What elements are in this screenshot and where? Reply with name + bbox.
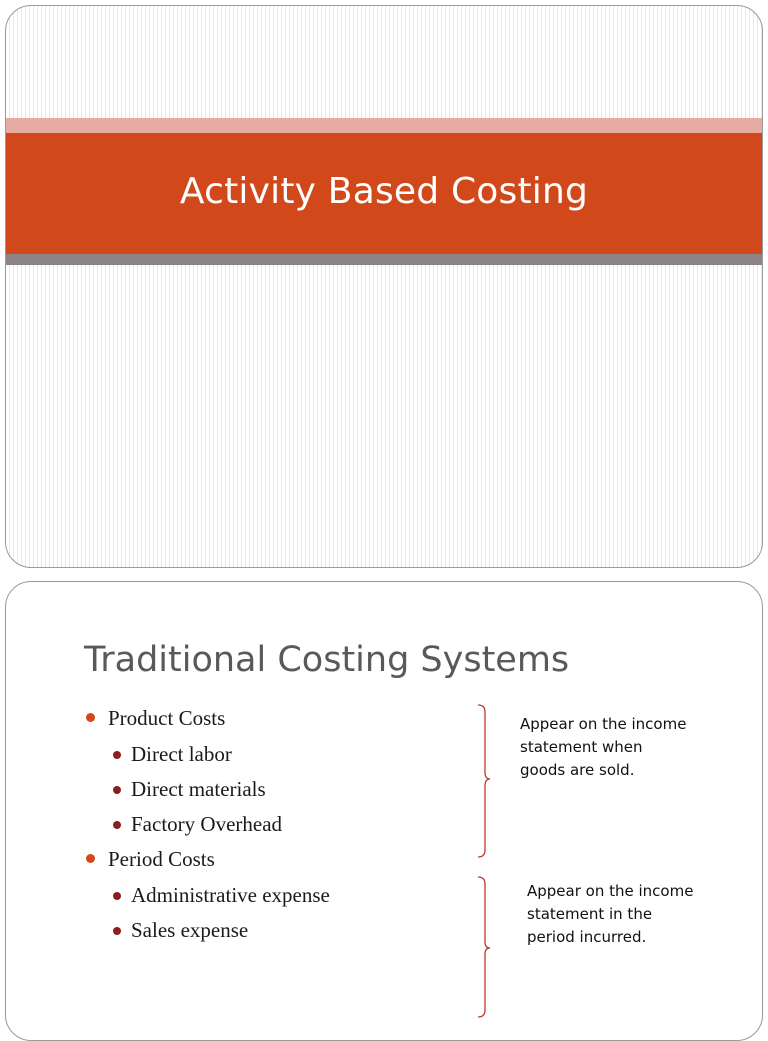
sub-bullet-dot-icon: [113, 786, 121, 794]
sub-bullet-dot-icon: [113, 751, 121, 759]
sub-bullet-dot-icon: [113, 892, 121, 900]
bullet-label: Direct materials: [131, 777, 266, 801]
bullet-item: [86, 843, 330, 879]
period-costs-note: [527, 880, 693, 949]
title-slide: [5, 5, 763, 568]
sub-bullet-item: [86, 773, 330, 808]
bullet-dot-icon: [86, 854, 95, 863]
title-band-bottom: [6, 254, 762, 265]
note-line: goods are sold.: [520, 761, 635, 779]
bullet-label: Factory Overhead: [131, 812, 283, 836]
bullet-label: Direct labor: [131, 742, 232, 766]
bullet-label: Product Costs: [108, 706, 226, 730]
product-costs-note: [520, 713, 686, 782]
bullet-list: [86, 702, 330, 949]
content-slide: [5, 581, 763, 1041]
sub-bullet-item: [86, 808, 330, 843]
bullet-label: Administrative expense: [131, 883, 330, 907]
note-line: Appear on the income: [520, 715, 687, 733]
bullet-label: Sales expense: [131, 918, 249, 942]
sub-bullet-dot-icon: [113, 927, 121, 935]
slide-heading: Traditional Costing Systems: [84, 640, 570, 680]
bullet-dot-icon: [86, 713, 95, 722]
note-line: period incurred.: [527, 928, 647, 946]
right-brace-icon: [476, 702, 496, 862]
sub-bullet-item: [86, 738, 330, 773]
sub-bullet-dot-icon: [113, 821, 121, 829]
note-line: Appear on the income: [527, 882, 694, 900]
note-line: statement when: [520, 738, 643, 756]
sub-bullet-item: [86, 914, 330, 949]
note-line: statement in the: [527, 905, 653, 923]
title-band-top: [6, 118, 762, 133]
right-brace-icon: [476, 874, 496, 1024]
title-band: [6, 133, 762, 254]
bullet-item: [86, 702, 330, 738]
sub-bullet-item: [86, 879, 330, 914]
bullet-label: Period Costs: [108, 847, 215, 871]
slide-title: Activity Based Costing: [179, 171, 589, 212]
